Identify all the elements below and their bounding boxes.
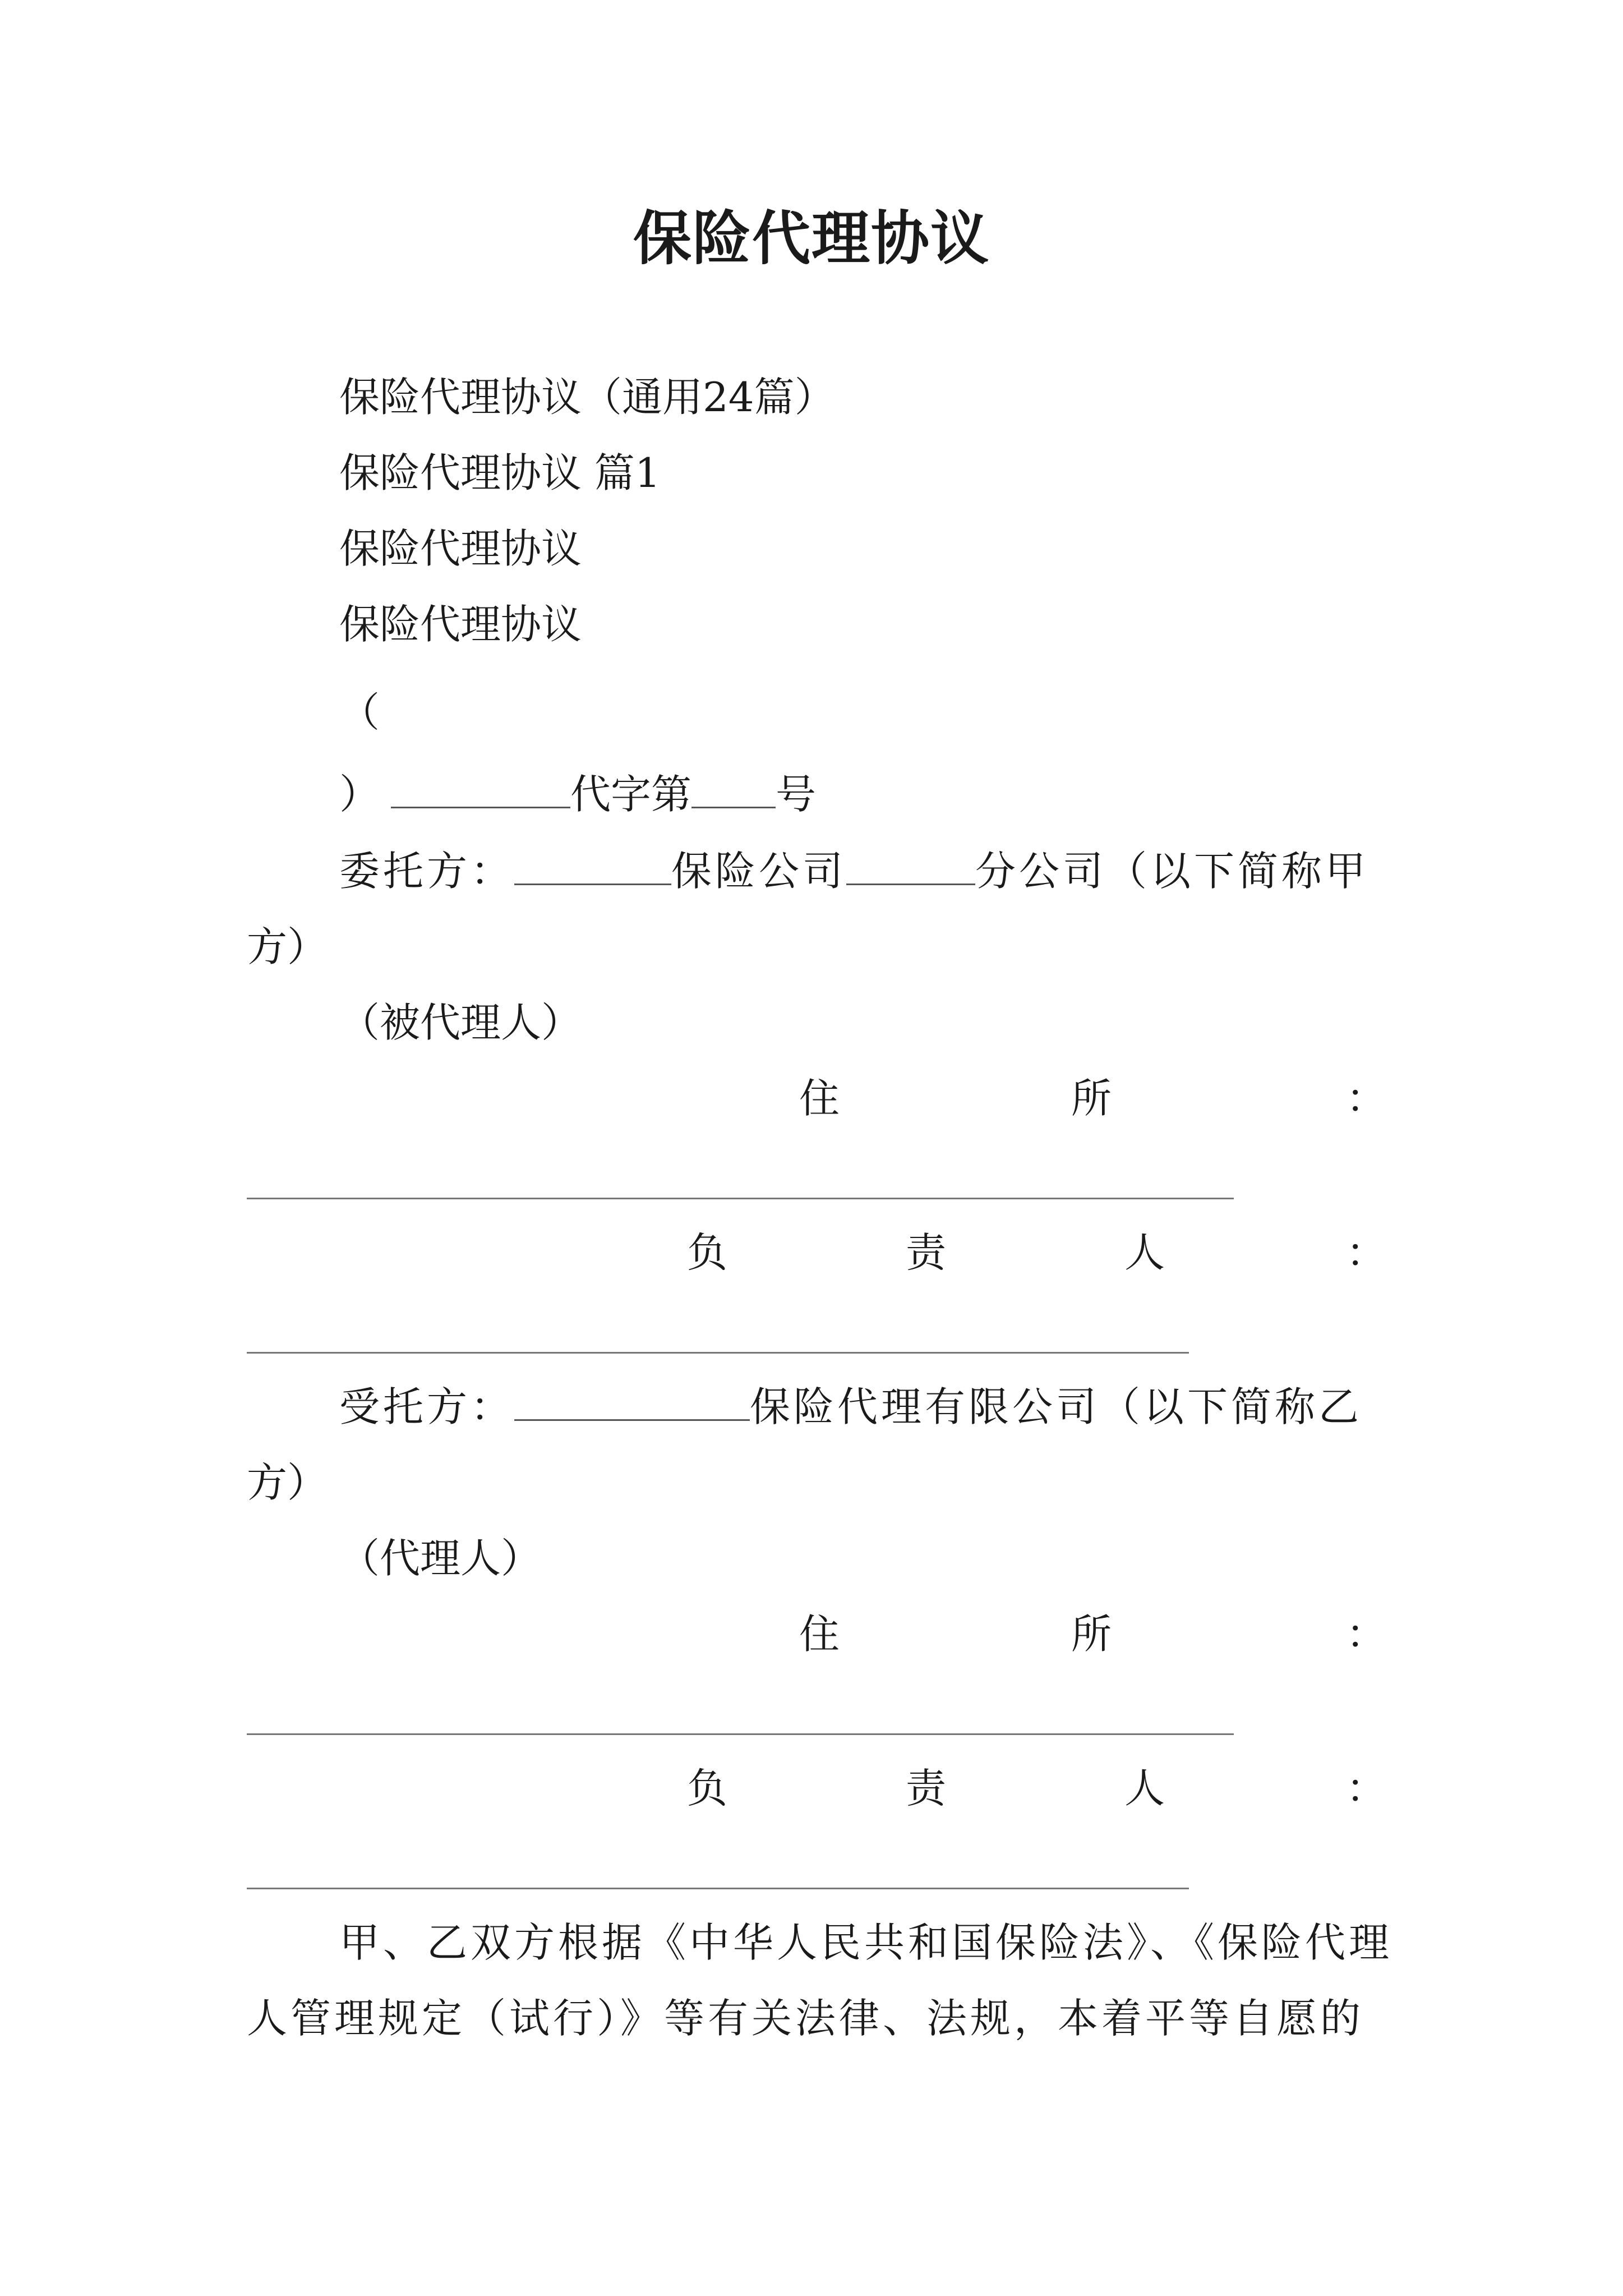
responsible-underline bbox=[247, 1352, 1189, 1354]
responsible-char: 负 bbox=[687, 1765, 728, 1812]
agent-line bbox=[339, 1380, 1362, 1434]
subtitle: 保险代理协议（通用24篇） bbox=[339, 374, 835, 421]
colon: ： bbox=[1346, 1765, 1387, 1812]
address-char: 住 bbox=[799, 1611, 840, 1658]
address-underline bbox=[247, 1198, 1234, 1199]
paren-close: ） bbox=[339, 771, 380, 818]
colon: ： bbox=[1346, 1611, 1387, 1658]
agent-company: 保险代理有限公司（以下简称乙 bbox=[750, 1383, 1363, 1430]
address-char: 所 bbox=[1071, 1611, 1112, 1658]
blank-line bbox=[514, 1380, 750, 1421]
number-suffix: 号 bbox=[776, 771, 817, 818]
principal-label: 委托方： bbox=[339, 848, 515, 895]
responsible-char: 人 bbox=[1124, 1765, 1165, 1812]
document-title: 保险代理协议 bbox=[633, 204, 990, 273]
responsible-char: 人 bbox=[1124, 1229, 1165, 1276]
colon: ： bbox=[1346, 1075, 1387, 1122]
responsible-underline bbox=[247, 1888, 1189, 1889]
colon: ： bbox=[1346, 1229, 1387, 1276]
paren-open: （ bbox=[339, 689, 380, 736]
agent-label: 受托方： bbox=[339, 1383, 515, 1430]
principal-branch: 分公司（以下简称甲 bbox=[975, 848, 1370, 895]
contract-number-line bbox=[339, 767, 816, 821]
address-char: 所 bbox=[1071, 1075, 1112, 1122]
address-char: 住 bbox=[799, 1075, 840, 1122]
section-heading: 保险代理协议 bbox=[339, 601, 582, 648]
blank-line bbox=[391, 767, 570, 808]
body-paragraph-line: 甲、乙双方根据《中华人民共和国保险法》、《保险代理 bbox=[339, 1919, 1393, 1966]
principal-role: （被代理人） bbox=[339, 999, 582, 1046]
section-heading: 保险代理协议 bbox=[339, 525, 582, 572]
agent-wrap: 方） bbox=[247, 1459, 328, 1506]
body-paragraph-line: 人管理规定（试行）》等有关法律、法规，本着平等自愿的 bbox=[247, 1995, 1364, 2042]
blank-line bbox=[691, 767, 776, 808]
blank-line bbox=[846, 844, 975, 885]
agent-role: （代理人） bbox=[339, 1535, 542, 1582]
chapter-heading: 保险代理协议 篇1 bbox=[339, 449, 661, 496]
principal-company: 保险公司 bbox=[671, 848, 847, 895]
address-underline bbox=[247, 1733, 1234, 1735]
responsible-char: 责 bbox=[906, 1765, 947, 1812]
blank-line bbox=[514, 844, 671, 885]
principal-line bbox=[339, 844, 1369, 898]
responsible-char: 负 bbox=[687, 1229, 728, 1276]
responsible-char: 责 bbox=[906, 1229, 947, 1276]
principal-wrap: 方） bbox=[247, 923, 328, 970]
number-label: 代字第 bbox=[570, 771, 692, 818]
